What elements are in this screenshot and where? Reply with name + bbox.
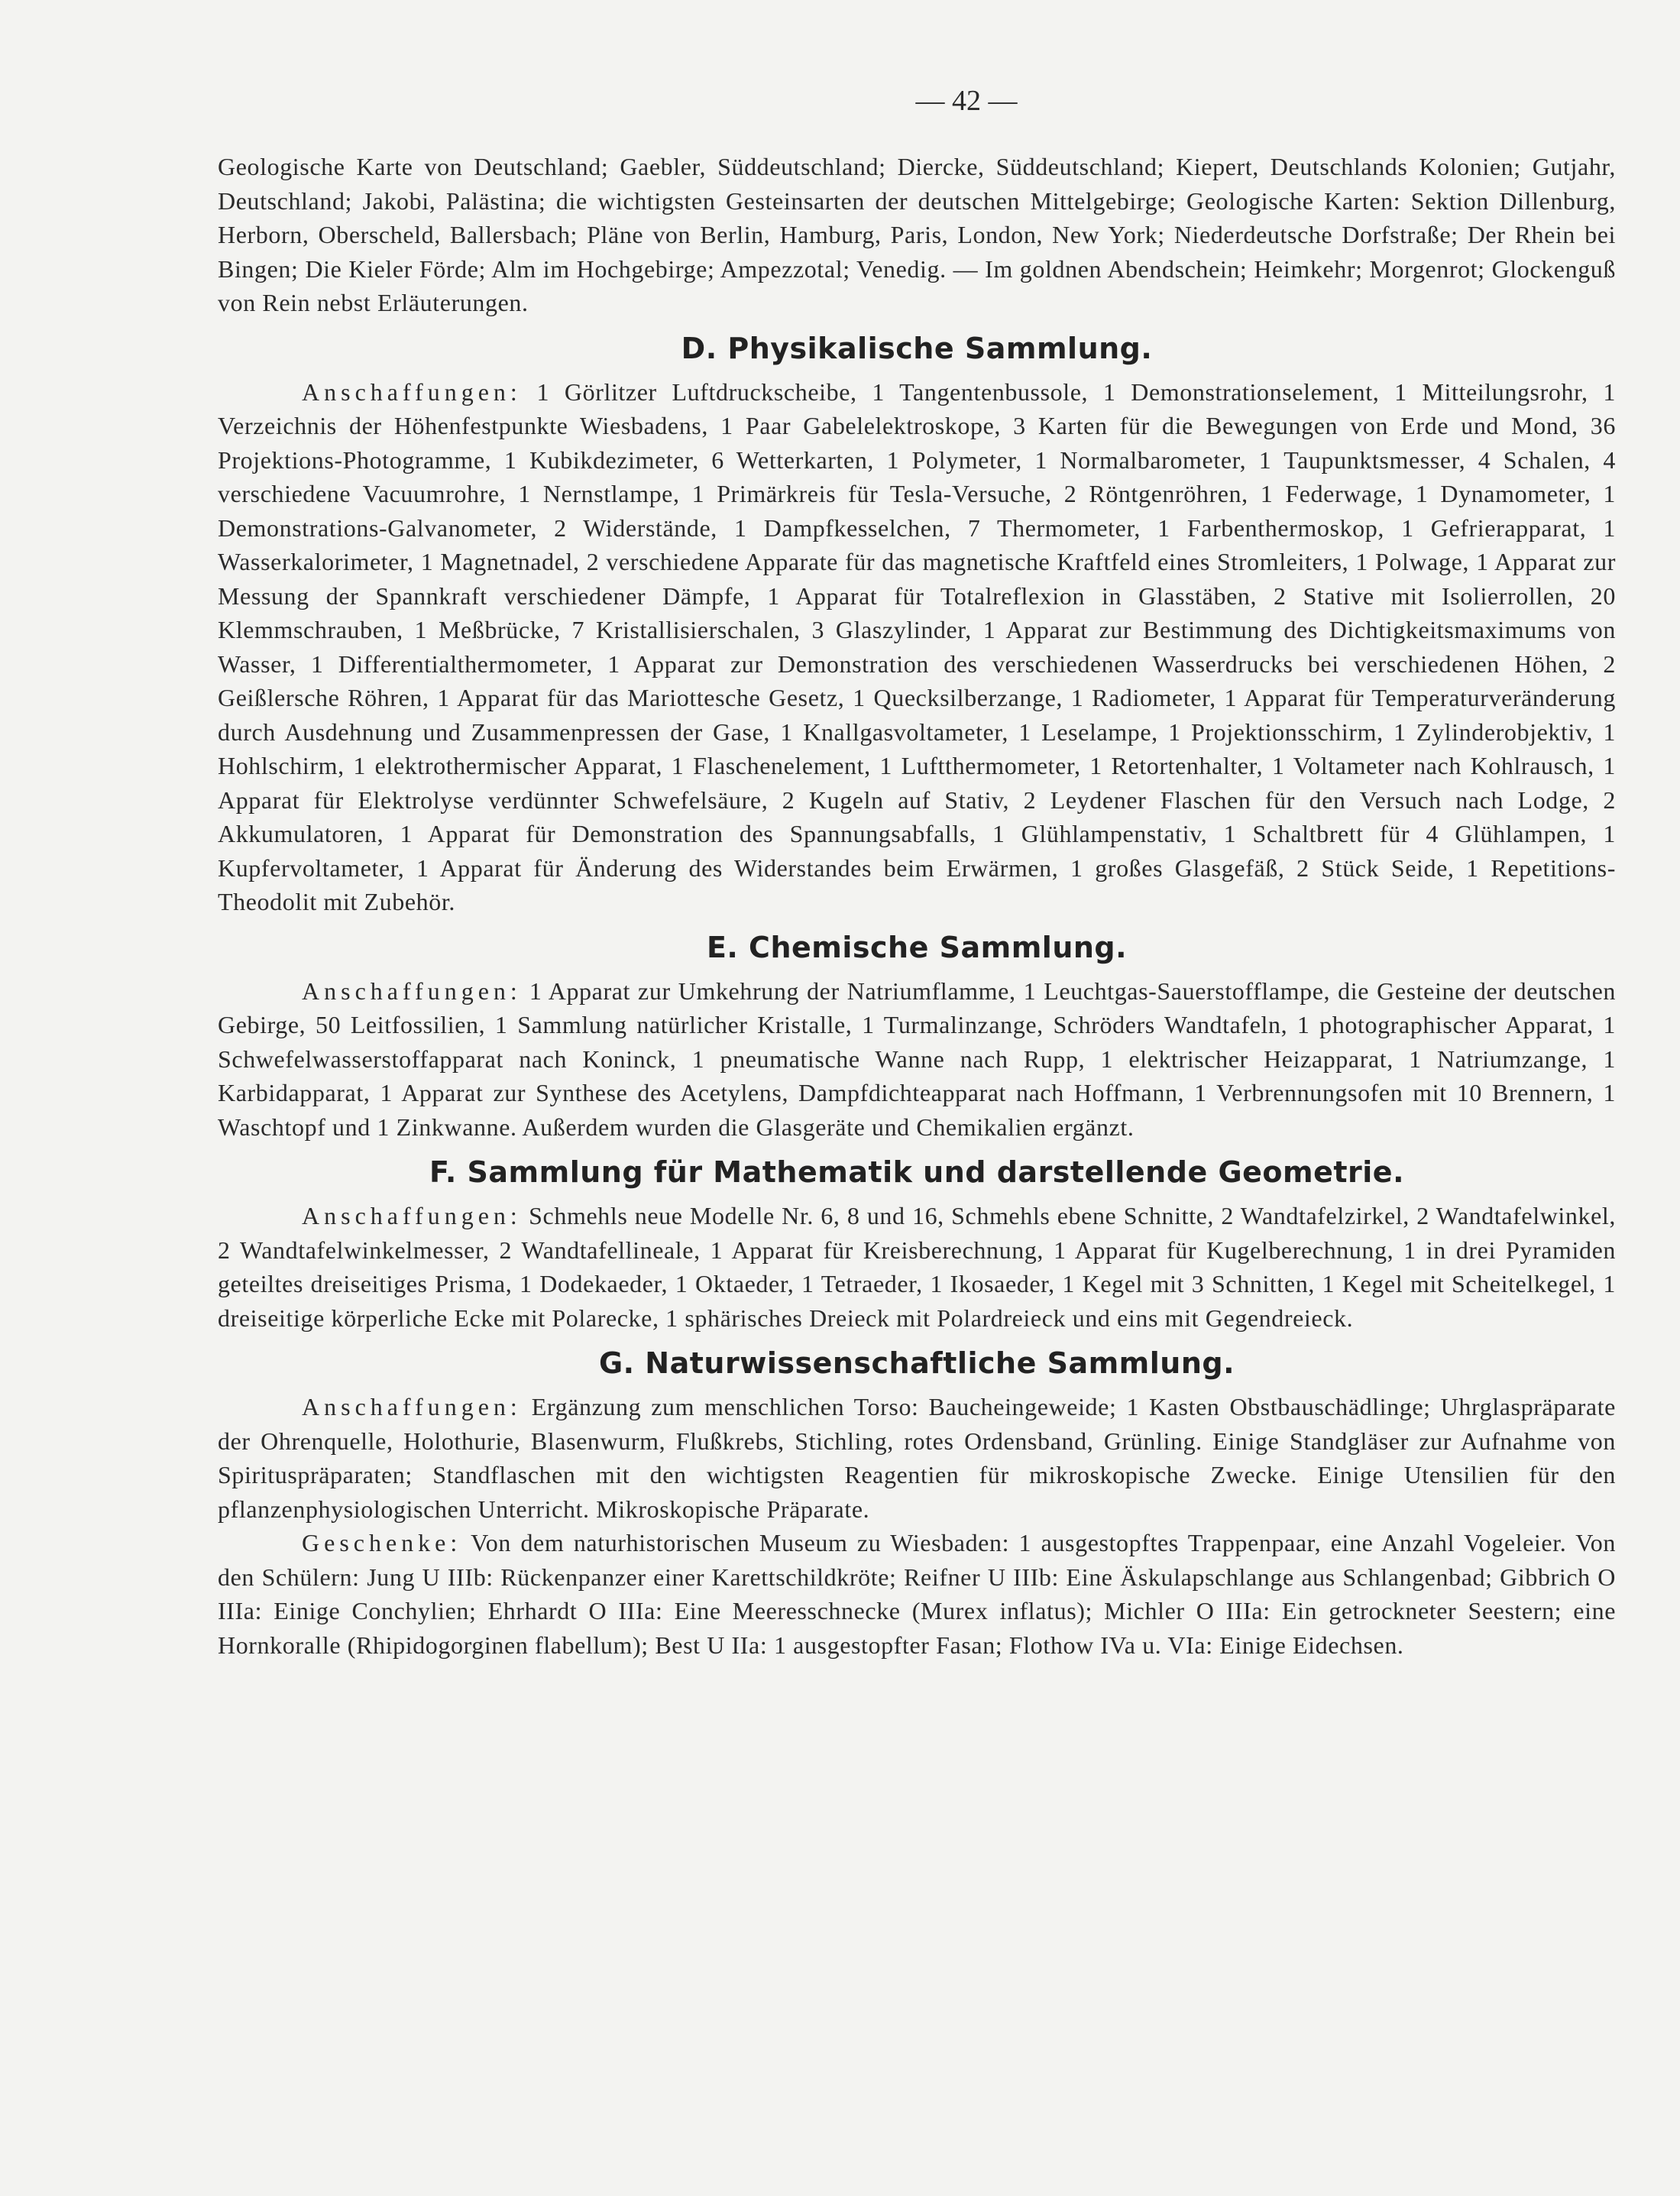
- document-page: [218, 84, 1616, 1662]
- mathematics-acquisitions-text: Schmehls neue Modelle Nr. 6, 8 und 16, Schmehls ebene Schnitte, 2 Wandtafelzirkel, 2 Wandtafelwinkel, 2 Wandtafelwinkelmesser, 2 Wandtafellineale, 1 Apparat für Kreisberechnung, 1 Apparat für Kugelberechnung, 1 in drei Pyramiden geteiltes dreiseitiges Prisma, 1 Dodekaeder, 1 Oktaeder, 1 Tetraeder, 1 Ikosaeder, 1 Kegel mit 3 Schnitten, 1 Kegel mit Scheitelkegel, 1 dreiseitige körperliche Ecke mit Polarecke, 1 sphärisches Dreieck mit Polardreieck und eins mit Gegendreieck.: [218, 1202, 1616, 1332]
- physics-acquisitions-text: 1 Görlitzer Luftdruckscheibe, 1 Tangentenbussole, 1 Demonstrationselement, 1 Mitteilungsrohr, 1 Verzeichnis der Höhenfestpunkte Wiesbadens, 1 Paar Gabelelektroskope, 3 Karten für die Bewegungen von Erde und Mond, 36 Projektions-Photogramme, 1 Kubikdezimeter, 6 Wetterkarten, 1 Polymeter, 1 Normalbarometer, 1 Taupunktsmesser, 4 Schalen, 4 verschiedene Vacuumrohre, 1 Nernstlampe, 1 Primärkreis für Tesla-Versuche, 2 Röntgenröhren, 1 Federwage, 1 Dynamometer, 1 Demonstrations-Galvanometer, 2 Widerstände, 1 Dampfkesselchen, 7 Thermometer, 1 Farbenthermoskop, 1 Gefrierapparat, 1 Wasserkalorimeter, 1 Magnetnadel, 2 verschiedene Apparate für das magnetische Kraftfeld eines Stromleiters, 1 Polwage, 1 Apparat zur Messung der Spannkraft verschiedener Dämpfe, 1 Apparat für Totalreflexion in Glasstäben, 2 Stative mit Isolierrollen, 20 Klemmschrauben, 1 Meßbrücke, 7 Kristallisierschalen, 3 Glaszylinder, 1 Apparat zur Bestimmung des Dichtigkeitsmaximums von Wasser, 1 Differentialthermometer, 1 Apparat zur Demonstration des verschiedenen Wasserdrucks bei verschiedenen Höhen, 2 Geißlersche Röhren, 1 Apparat für das Mariottesche Gesetz, 1 Quecksilberzange, 1 Radiometer, 1 Apparat für Temperaturveränderung durch Ausdehnung und Zusammenpressen der Gase, 1 Knallgasvoltameter, 1 Leselampe, 1 Projektionsschirm, 1 Zylinderobjektiv, 1 Hohlschirm, 1 elektrothermischer Apparat, 1 Flaschenelement, 1 Luftthermometer, 1 Retortenhalter, 1 Voltameter nach Kohlrausch, 1 Apparat für Elektrolyse verdünnter Schwefelsäure, 2 Kugeln auf Stativ, 2 Leydener Flaschen für den Versuch nach Lodge, 2 Akkumulatoren, 1 Apparat für Demonstration des Spannungsabfalls, 1 Glühlampenstativ, 1 Schaltbrett für 4 Glühlampen, 1 Kupfervoltameter, 1 Apparat für Änderung des Widerstandes beim Erwärmen, 1 großes Glasgefäß, 2 Stück Seide, 1 Repetitions-Theodolit mit Zubehör.: [218, 377, 1616, 915]
- section-heading-chemistry: E. Chemische Sammlung.: [706, 930, 1128, 964]
- intro-paragraph: Geologische Karte von Deutschland; Gaebler, Süddeutschland; Diercke, Süddeutschland; Kiepert, Deutschlands Kolonien; Gutjahr, Deutschland; Jakobi, Palästina; die wichtigsten Gesteinsarten der deutschen Mittelgebirge; Geologische Karten: Sektion Dillenburg, Herborn, Oberscheld, Ballersbach; Pläne von Berlin, Hamburg, Paris, London, New York; Niederdeutsche Dorfstraße; Der Rhein bei Bingen; Die Kieler Förde; Alm im Hochgebirge; Ampezzotal; Venedig. — Im goldnen Abendschein; Heimkehr; Morgenrot; Glockenguß von Rein nebst Erläuterungen.: [218, 153, 1616, 316]
- chemistry-acquisitions-text: 1 Apparat zur Umkehrung der Natriumflamme, 1 Leuchtgas-Sauerstofflampe, die Gesteine der deutschen Gebirge, 50 Leitfossilien, 1 Sammlung natürlicher Kristalle, 1 Turmalinzange, Schröders Wandtafeln, 1 photographischer Apparat, 1 Schwefelwasserstoffapparat nach Koninck, 1 pneumatische Wanne nach Rupp, 1 elektrischer Heizapparat, 1 Natriumzange, 1 Karbidapparat, 1 Apparat zur Synthese des Acetylens, Dampfdichteapparat nach Hoffmann, 1 Verbrennungsofen mit 10 Brennern, 1 Waschtopf und 1 Zinkwanne. Außerdem wurden die Glasgeräte und Chemikalien ergänzt.: [218, 977, 1616, 1141]
- section-heading-physics: D. Physikalische Sammlung.: [681, 331, 1153, 365]
- chemistry-acquisitions-lead: Anschaffungen:: [302, 977, 522, 1005]
- natural-science-gifts-text: Von dem naturhistorischen Museum zu Wiesbaden: 1 ausgestopftes Trappenpaar, eine Anzahl Vogeleier. Von den Schülern: Jung U IIIb: Rückenpanzer einer Karettschildkröte; Reifner U IIIb: Eine Äskulapschlange aus Schlangenbad; Gibbrich O IIIa: Einige Conchylien; Ehrhardt O IIIa: Eine Meeresschnecke (Murex inflatus); Michler O IIIa: Ein getrockneter Seestern; eine Hornkoralle (Rhipidogorginen flabellum); Best U IIa: 1 ausgestopfter Fasan; Flothow IVa u. VIa: Einige Eidechsen.: [218, 1529, 1616, 1659]
- section-heading-natural-science: G. Naturwissenschaftliche Sammlung.: [598, 1346, 1235, 1380]
- natural-science-acquisitions-lead: Anschaffungen:: [302, 1393, 522, 1420]
- mathematics-acquisitions-lead: Anschaffungen:: [302, 1202, 522, 1229]
- mathematics-acquisitions-paragraph: [218, 1199, 1616, 1335]
- chemistry-acquisitions-paragraph: [218, 974, 1616, 1145]
- natural-science-acquisitions-paragraph: [218, 1390, 1616, 1526]
- natural-science-gifts-paragraph: [218, 1526, 1616, 1662]
- natural-science-gifts-lead: Geschenke:: [302, 1529, 462, 1556]
- natural-science-acquisitions-text: Ergänzung zum menschlichen Torso: Baucheingeweide; 1 Kasten Obstbauschädlinge; Uhrglaspräparate der Ohrenquelle, Holothurie, Blasenwurm, Flußkrebs, Stichling, rotes Ordensband, Grünling. Einige Standgläser zur Aufnahme von Spirituspräparaten; Standflaschen mit den wichtigsten Reagentien für mikroskopische Zwecke. Einige Utensilien für den pflanzenphysiologischen Unterricht. Mikroskopische Präparate.: [218, 1393, 1616, 1523]
- section-heading-mathematics: F. Sammlung für Mathematik und darstellende Geometrie.: [429, 1155, 1405, 1189]
- physics-acquisitions-paragraph: [218, 375, 1616, 919]
- page-number: — 42 —: [915, 85, 1018, 117]
- physics-acquisitions-lead: Anschaffungen:: [302, 377, 522, 406]
